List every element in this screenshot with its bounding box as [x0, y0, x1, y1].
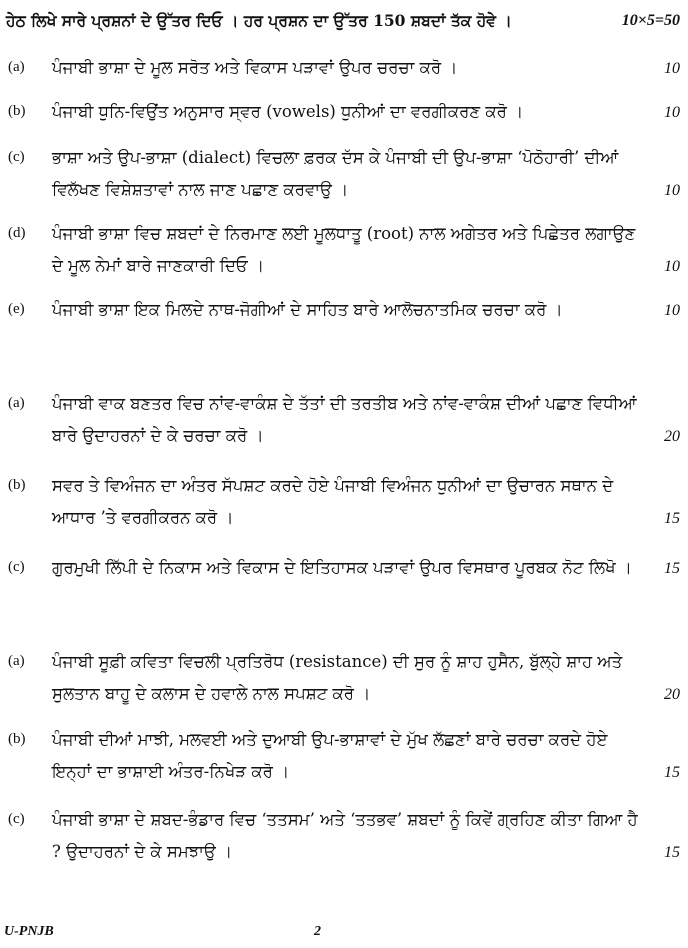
question-marks: 15 [664, 510, 680, 527]
question-item [0, 552, 688, 584]
question-label: (a) [8, 59, 25, 75]
question-label: (a) [8, 653, 25, 669]
instructions-line [6, 6, 680, 36]
question-item [0, 52, 688, 84]
question-label: (c) [8, 149, 25, 165]
question-text: ਪੰਜਾਬੀ ਭਾਸ਼ਾ ਦੇ ਸ਼ਬਦ-ਭੰਡਾਰ ਵਿਚ ‘ਤਤਸਮ’ ਅਤੇ ‘ਤਤਭਵ’ ਸ਼ਬਦਾਂ ਨੂੰ ਕਿਵੇਂ ਗ੍ਰਹਿਣ ਕੀਤਾ ਗਿਆ ਹੈ ? ਉਦਾਹਰਨਾਂ ਦੇ ਕੇ ਸਮਝਾਉ । [52, 810, 638, 861]
question-label: (e) [8, 301, 25, 317]
question-text: ਪੰਜਾਬੀ ਭਾਸ਼ਾ ਵਿਚ ਸ਼ਬਦਾਂ ਦੇ ਨਿਰਮਾਣ ਲਈ ਮੂਲਧਾਤੂ (root) ਨਾਲ ਅਗੇਤਰ ਅਤੇ ਪਿਛੇਤਰ ਲਗਾਉਣ ਦੇ ਮੂਲ ਨੇਮਾਂ ਬਾਰੇ ਜਾਣਕਾਰੀ ਦਿਓ । [52, 224, 636, 275]
question-item [0, 218, 688, 282]
question-marks: 10 [664, 258, 680, 275]
total-marks: 10×5=50 [621, 12, 680, 29]
question-label: (b) [8, 103, 26, 119]
question-label: (b) [8, 731, 26, 747]
instructions-text: ਹੇਠ ਲਿਖੇ ਸਾਰੇ ਪ੍ਰਸ਼ਨਾਂ ਦੇ ਉੱਤਰ ਦਿਓ । ਹਰ ਪ੍ਰਸ਼ਨ ਦਾ ਉੱਤਰ 150 ਸ਼ਬਦਾਂ ਤੱਕ ਹੋਵੇ । [6, 11, 512, 30]
question-marks: 20 [664, 686, 680, 703]
paper-code: U-PNJB [4, 924, 54, 939]
question-text: ਭਾਸ਼ਾ ਅਤੇ ਉਪ-ਭਾਸ਼ਾ (dialect) ਵਿਚਲਾ ਫ਼ਰਕ ਦੱਸ ਕੇ ਪੰਜਾਬੀ ਦੀ ਉਪ-ਭਾਸ਼ਾ ‘ਪੋਠੋਹਾਰੀ’ ਦੀਆਂ ਵਿਲੱਖਣ ਵਿਸ਼ੇਸ਼ਤਾਵਾਂ ਨਾਲ ਜਾਣ ਪਛਾਣ ਕਰਵਾਉ । [52, 148, 619, 199]
page-number: 2 [314, 924, 321, 939]
question-text: ਪੰਜਾਬੀ ਦੀਆਂ ਮਾਝੀ, ਮਲਵਈ ਅਤੇ ਦੁਆਬੀ ਉਪ-ਭਾਸ਼ਾਵਾਂ ਦੇ ਮੁੱਖ ਲੱਛਣਾਂ ਬਾਰੇ ਚਰਚਾ ਕਰਦੇ ਹੋਏ ਇਨ੍ਹਾਂ ਦਾ ਭਾਸ਼ਾਈ ਅੰਤਰ-ਨਿਖੇੜ ਕਰੋ । [52, 730, 608, 781]
question-text: ਸਵਰ ਤੇ ਵਿਅੰਜਨ ਦਾ ਅੰਤਰ ਸੱਪਸ਼ਟ ਕਰਦੇ ਹੋਏ ਪੰਜਾਬੀ ਵਿਅੰਜਨ ਧੁਨੀਆਂ ਦਾ ਉਚਾਰਨ ਸਥਾਨ ਦੇ ਆਧਾਰ ’ਤੇ ਵਰਗੀਕਰਨ ਕਰੋ । [52, 476, 614, 527]
question-item [0, 804, 688, 868]
question-marks: 20 [664, 428, 680, 445]
question-marks: 10 [664, 60, 680, 77]
question-label: (d) [8, 225, 26, 241]
question-marks: 10 [664, 104, 680, 121]
question-item [0, 294, 688, 326]
question-item [0, 646, 688, 710]
question-label: (c) [8, 811, 25, 827]
question-marks: 15 [664, 764, 680, 781]
question-text: ਪੰਜਾਬੀ ਭਾਸ਼ਾ ਇਕ ਮਿਲਦੇ ਨਾਥ-ਜੋਗੀਆਂ ਦੇ ਸਾਹਿਤ ਬਾਰੇ ਆਲੋਚਨਾਤਮਿਕ ਚਰਚਾ ਕਰੋ । [52, 300, 563, 319]
question-label: (b) [8, 477, 26, 493]
question-item [0, 388, 688, 452]
page-footer [0, 920, 688, 944]
question-text: ਪੰਜਾਬੀ ਭਾਸ਼ਾ ਦੇ ਮੂਲ ਸਰੋਤ ਅਤੇ ਵਿਕਾਸ ਪੜਾਵਾਂ ਉਪਰ ਚਰਚਾ ਕਰੋ । [52, 58, 458, 77]
question-text: ਪੰਜਾਬੀ ਧੁਨਿ-ਵਿਉਂਤ ਅਨੁਸਾਰ ਸ੍ਵਰ (vowels) ਧੁਨੀਆਂ ਦਾ ਵਰਗੀਕਰਣ ਕਰੋ । [52, 102, 524, 121]
question-item [0, 724, 688, 788]
question-text: ਗੁਰਮੁਖੀ ਲਿੱਪੀ ਦੇ ਨਿਕਾਸ ਅਤੇ ਵਿਕਾਸ ਦੇ ਇਤਿਹਾਸਕ ਪੜਾਵਾਂ ਉਪਰ ਵਿਸਥਾਰ ਪੂਰਬਕ ਨੋਟ ਲਿਖੋ । [52, 558, 632, 577]
question-text: ਪੰਜਾਬੀ ਸੂਫ਼ੀ ਕਵਿਤਾ ਵਿਚਲੀ ਪ੍ਰਤਿਰੋਧ (resistance) ਦੀ ਸੁਰ ਨੂੰ ਸ਼ਾਹ ਹੁਸੈਨ, ਬੁੱਲ੍ਹੇ ਸ਼ਾਹ ਅਤੇ ਸੁਲਤਾਨ ਬਾਹੂ ਦੇ ਕਲਾਸ ਦੇ ਹਵਾਲੇ ਨਾਲ ਸਪਸ਼ਟ ਕਰੋ । [52, 652, 623, 703]
question-item [0, 142, 688, 206]
question-label: (c) [8, 559, 25, 575]
question-marks: 10 [664, 302, 680, 319]
question-text: ਪੰਜਾਬੀ ਵਾਕ ਬਣਤਰ ਵਿਚ ਨਾਂਵ-ਵਾਕੰਸ਼ ਦੇ ਤੱਤਾਂ ਦੀ ਤਰਤੀਬ ਅਤੇ ਨਾਂਵ-ਵਾਕੰਸ਼ ਦੀਆਂ ਪਛਾਣ ਵਿਧੀਆਂ ਬਾਰੇ ਉਦਾਹਰਨਾਂ ਦੇ ਕੇ ਚਰਚਾ ਕਰੋ । [52, 394, 637, 445]
question-marks: 10 [664, 182, 680, 199]
question-item [0, 470, 688, 534]
question-label: (a) [8, 395, 25, 411]
question-item [0, 96, 688, 128]
question-marks: 15 [664, 844, 680, 861]
question-marks: 15 [664, 560, 680, 577]
